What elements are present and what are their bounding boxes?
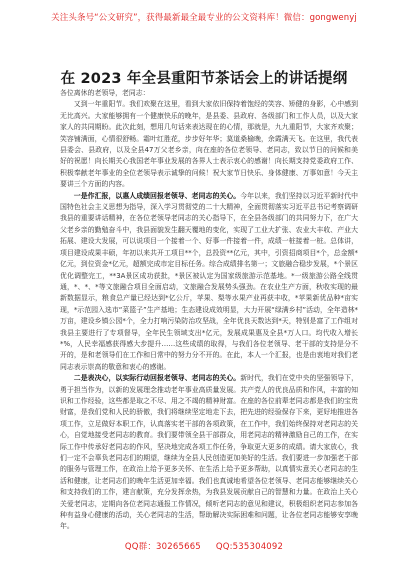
paragraph-text: 又到一年重阳节。我们欢聚在这里，看到大家依旧保持着饱经的笑容、矫健的身影，心中感到无比高兴。大家能够拥有一个健康快乐的晚年，是县委、县政府、各级部门和工作人员，以及大家家人的共同期盼。此次此刻，想用几句话来表达现在的心情，那就是，九九重阳节，大家齐欢聚；笑容铺满面，心情很舒畅。霜叶红胜花，步步好年华；莫道桑榆晚，余霞满天飞。在这里，我代表县委会、县政府，以及全县47万父老乡亲，向在座的各位老领导、老同志，致以节日的问候和美好的祝愿！向长期关心我国老年事业发展的各界人士表示衷心的感谢！向长期支持党委政府工作、积极奉献老年事业的全位老领导表示诚挚的问候！祝大家节日快乐、身体健康、万事如意！今天主要讲三个方面的内容。	[60, 100, 358, 189]
paragraph-text: 今年以来，我们坚持以习近平新时代中国特色社会主义思想为指导，深入学习贯彻党的二十大精神，全面贯彻落实习近平总书记考察调研我县的重要讲话精神，在各位老领导老同志的关心指导下，在全县各级部门的共同努力下，在广大父老乡亲的勤勉奋斗中，我县面貌发生翻天覆地的变化，实现了工业大扩张、农业大丰收、产业大拓展、建设大发展，可以说项目一个接着一个、好事一件接着一件，成绩一桩接着一桩。总体讲，项目建设成果丰硕，年初以来共开工项目**个，总投资**亿元，其中，引资招商项目*个，总金额*亿元，到位资金*亿元，超额完成市定目标任务。综合成绩排名第一；文旅融合稳步发展，*个景区优化调整完工，**3A景区成功获批，*景区被认定为国家级旅游示范基地。*一级旅游公路全线贯通，*、*、*等文旅融合项目全面启动，文旅融合发展势头强劲。在农业生产方面，秋收实现的最新数据显示，粮食总产量已经达到*亿公斤，苹果、梨等水果产业再获丰收，*苹果新优品种*亩实现，*示范园入选市“菜篮子”生产基地；生态建设成效明显，大力开展“绿满乡村”活动，全年造林*万亩，建设乡镇公园*个，全力打响污染防治攻坚战，全年优良天数达到*天，特别是富了工作组对我县主要进行了专项督导，全年民生领域支出*亿元，发展成果惠及全县*万人口。均代收入增长*%，人民幸福感获得感大步提升……这些成绩的取得，与我们各位老领导、老干部的支持是分不开的，是和老领导们在工作和日常中的努力分不开的。在此，本人一个汇报，也是由衷地对我们老同志表示崇高的敬意和衷心的感谢。	[60, 191, 359, 371]
paragraph-resolve	[60, 373, 358, 533]
footer-qq-group: QQ群：30265665	[124, 542, 201, 552]
footer-qq: QQ:535304092	[215, 542, 284, 552]
paragraph-report	[60, 191, 358, 374]
greeting: 各位离休的老领导，老同志：	[60, 89, 150, 97]
paragraph-text: 新时代，我们在党中央的坚强领导下，勇于担当作为，以新的发展理念推动老年事业高质量发展。共产党人的优良品质和作风，丰富的知识和工作经验，这些都是取之不尽、用之不竭的精神财富。在座的各位前辈老同志都是我们的宝贵财富，是我们党和人民的骄傲，我们将继续坚定地走下去，把先进的经验保存下来，更好地推进各项工作，立足做好本职工作，认真落实老干部的各项政策，在工作中，我们始终保持对老同志的关心，自觉地接受老同志的教育。我们要带领全县干部群众，用老同志的精神激励自己的工作，在实际工作中传承好老同志的作风，坚决地完成各项工作任务，争取更大更多的成绩。请大家放心，我们一定不会辜负老同志们的期望，继续为全县人民创造更加美好的生活。我们要进一步加强老干部的服务与管理工作，在政治上给予更多关怀、在生活上给予更多帮助，以真情实意关心老同志的生活和健康，让老同志们的晚年生活更加幸福。我们也真诚地希望各位老领导、老同志能够继续关心和支持我们的工作，建言献策，充分发挥余热，为我县发展贡献自己的智慧和力量。在政治上关心关爱老同志，定期向各位老同志通报工作情况，倾听老同志的意见和建议，积极组织老同志参加各种有益身心健康的活动，关心老同志的生活，帮助解决实际困难和问题，让各位老同志能够安享晚年。	[60, 374, 359, 531]
document-body	[60, 88, 358, 533]
top-banner	[0, 0, 408, 34]
paragraph-intro	[60, 99, 358, 190]
footer-contact	[0, 540, 408, 552]
section-heading: 二是表决心，以实际行动回报老领导、老同志的关心。	[73, 374, 241, 383]
banner-text: 关注头条号“公文研究”，获得最新最全最专业的公文资料库！微信：gongwenyj	[51, 13, 357, 23]
document-title: 在 2023 年全县重阳节茶话会上的讲话提纲	[60, 71, 348, 87]
section-heading: 一是作汇报，以惠人成绩回报老领导、老同志的关心。	[73, 191, 241, 200]
